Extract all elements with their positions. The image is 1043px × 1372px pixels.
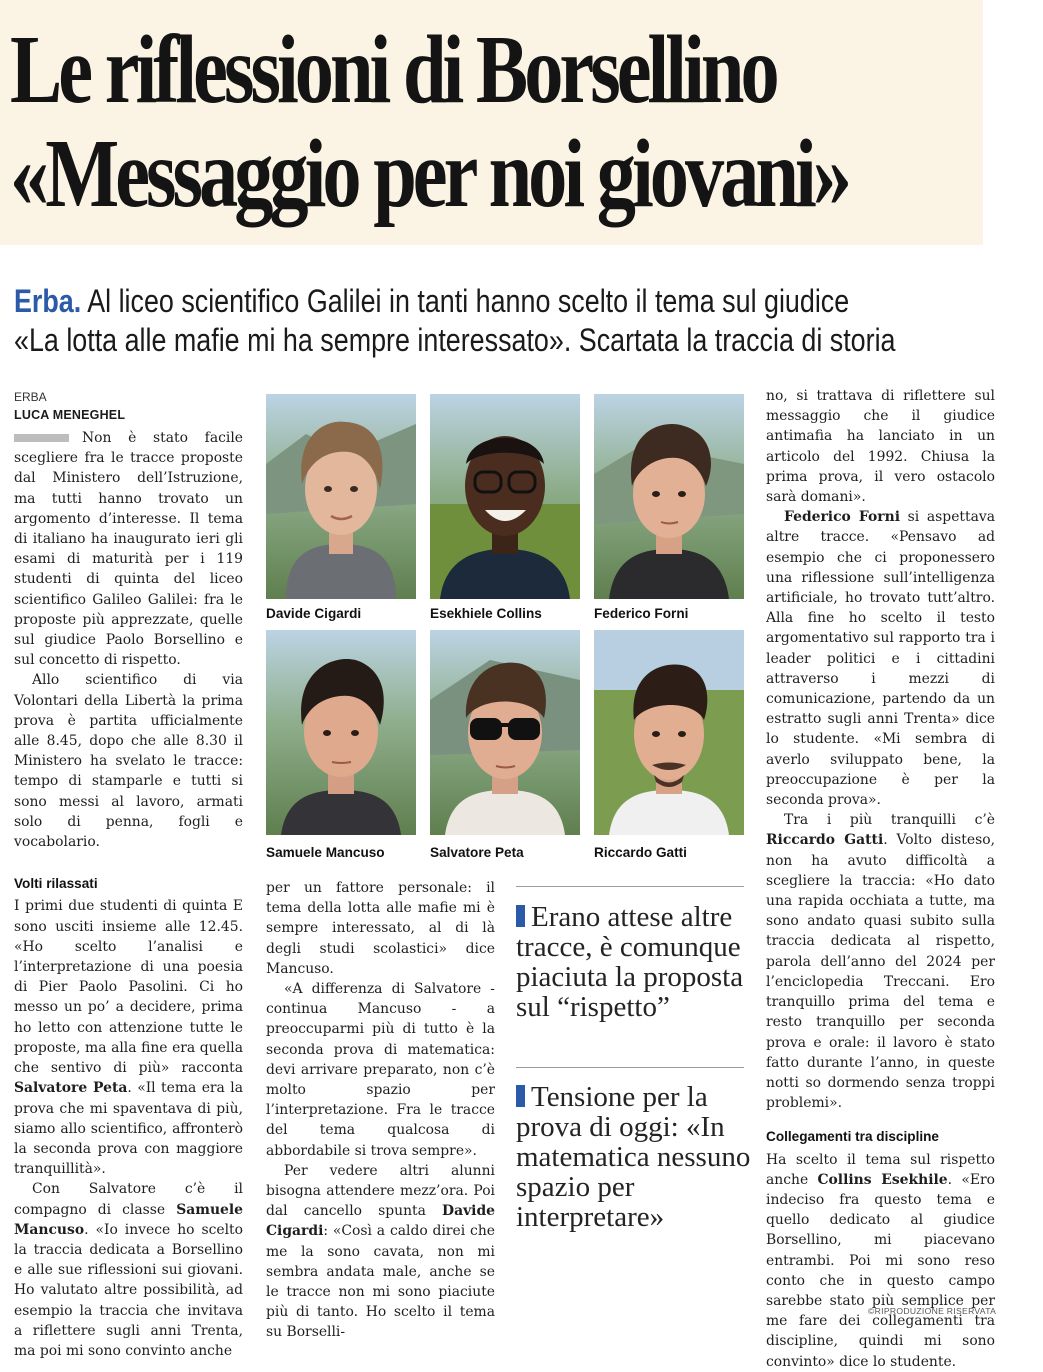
article-column-2 <box>266 878 495 1343</box>
paragraph: Non è stato facile scegliere fra le tracce proposte dal Ministero dell’Istruzione, ma tutti hanno trovato un argomento d’interesse. Il tema di italiano ha inaugurato ieri gli esami di maturità per i 119 studenti di quinta del liceo scientifico Galileo Galilei: fra le proposte più apprezzate, quelle sul giudice Paolo Borsellino e sul concetto di rispetto. <box>14 430 243 669</box>
paragraph: Federico Forni si aspettava altre tracce. «Pensavo ad esempio che ci proponessero una riflessione sull’intelligenza artificiale, ho trovato tutt’altro. Alla fine ho scelto il testo argomentativo sul rapporto tra i leader politici e i cittadini attraverso i mezzi di comunicazione, partendo da un estratto sugli anni Trenta» dice lo studente. «Mi sembra di averlo sviluppato bene, la preoccupazione è per la seconda prova». <box>766 509 995 809</box>
portrait-photo <box>430 630 580 835</box>
paragraph: Per vedere altri alunni bisogna attendere mezz’ora. Poi dal cancello spunta Davide Cigardi: «Così a caldo direi che me la sono cavata, non mi sembra andata male, anche se le tracce non mi sono piaciute più di tanto. Ho scelto il tema su Borselli- <box>266 1162 495 1341</box>
dateline: ERBA <box>14 390 47 404</box>
paragraph: Con Salvatore c’è il compagno di classe Samuele Mancuso. «Io invece ho scelto la traccia dedicata a Borsellino e alle sue riflessioni sui giovani. Ho valutato altre possibilità, ad esempio la traccia che invitava a riflettere sugli anni Trenta, ma poi mi sono convinto anche <box>14 1181 243 1359</box>
pullquote-rule <box>516 886 744 887</box>
portrait-photo <box>594 630 744 835</box>
article-column-1 <box>14 428 243 1361</box>
subheadline-text-1: Al liceo scientifico Galilei in tanti hanno scelto il tema sul giudice <box>87 283 850 319</box>
subheadline-line-1 <box>14 281 849 321</box>
paragraph: «A differenza di Salvatore - continua Mancuso - a preoccuparmi più di tutto è la seconda prova di matematica: devi arrivare preparato, non c’è molto spazio per l’interpretazione. Fra le tracce del tema qualcosa di abbordabile si trova sempre». <box>266 981 495 1159</box>
portrait-photo <box>430 394 580 599</box>
photo-caption: Samuele Mancuso <box>266 845 385 860</box>
section-heading: Collegamenti tra discipline <box>766 1129 939 1145</box>
portrait-photo <box>266 630 416 835</box>
section-heading: Volti rilassati <box>14 876 98 892</box>
paragraph: I primi due studenti di quinta E sono usciti insieme alle 12.45. «Ho scelto l’analisi e l’interpretazione di una poesia di Pier Paolo Pasolini. Ci ho messo un po’ a decidere, prima ho letto con attenzione tutte le proposte, ma alla fine era quella che sentivo di più» racconta Salvatore Peta. «Il tema era la prova che mi spaventava di più, siamo allo scientifico, affronterò la seconda prova con maggiore tranquillità». <box>14 898 243 1178</box>
author-byline: LUCA MENEGHEL <box>14 408 126 422</box>
pullquote-bar <box>516 905 525 927</box>
portrait-photo <box>594 394 744 599</box>
pullquote-bar <box>516 1085 525 1107</box>
subheadline-line-2: «La lotta alle mafie mi ha sempre interessato». Scartata la traccia di storia <box>14 322 896 358</box>
photo-caption: Riccardo Gatti <box>594 845 687 860</box>
dateline-place: Erba. <box>14 283 82 319</box>
paragraph: per un fattore personale: il tema della lotta alle mafie mi è sempre interessato, al di là degli studi scolastici» dice Mancuso. <box>266 880 495 977</box>
photo-caption: Davide Cigardi <box>266 606 362 621</box>
paragraph: Tra i più tranquilli c’è Riccardo Gatti. Volto disteso, non ha avuto difficoltà a scegliere la traccia: «Ho dato una rapida occhiata a tutte, ma sono andato quasi subito sulla traccia dedicata al rispetto, parola dell’anno del 2024 per l’enciclopedia Treccani. Ero tranquillo prima del tema e resto tranquillo per seconda prova e orale: il lavoro è stato fatto durante l’anno, in queste notti so dormendo senza troppi problemi». <box>766 812 995 1112</box>
headline-line-1: Le riflessioni di Borsellino <box>10 16 776 124</box>
headline-line-2: «Messaggio per noi giovani» <box>10 120 848 228</box>
portrait-photo <box>266 394 416 599</box>
pullquote-rule <box>516 1067 744 1068</box>
pullquote: Erano attese altre tracce, è comunque piaciuta la proposta sul “rispetto” <box>516 901 744 1023</box>
paragraph: Ha scelto il tema sul rispetto anche Collins Esekhile. «Ero indeciso fra questo tema e quello dedicato al giudice Borsellino, mi piacevano entrambi. Poi mi sono reso conto che in questo campo sarebbe stato più semplice per me fare dei collegamenti tra discipline, quindi mi sono convinto» dice lo studente. <box>766 1151 995 1370</box>
photo-caption: Salvatore Peta <box>430 845 524 860</box>
paragraph: Allo scientifico di via Volontari della Libertà la prima prova è partita ufficialmente alle 8.45, dopo che alle 8.30 il Ministero ha svelato le tracce: tempo di stamparle e tutti si sono messi al lavoro, armati solo di penna, fogli e vocabolario. <box>14 672 243 851</box>
paragraph: no, si trattava di riflettere sul messaggio che il giudice antimafia ha lanciato in un articolo del 1992. Chiusa la prima prova, il vero ostacolo sarà domani». <box>766 388 995 506</box>
photo-caption: Federico Forni <box>594 606 689 621</box>
copyright-notice: ©RIPRODUZIONE RISERVATA <box>868 1306 997 1316</box>
pullquote: Tensione per la prova di oggi: «In matematica nessuno spazio per interpretare» <box>516 1081 751 1233</box>
article-column-4 <box>766 386 995 1372</box>
photo-caption: Esekhiele Collins <box>430 606 542 621</box>
